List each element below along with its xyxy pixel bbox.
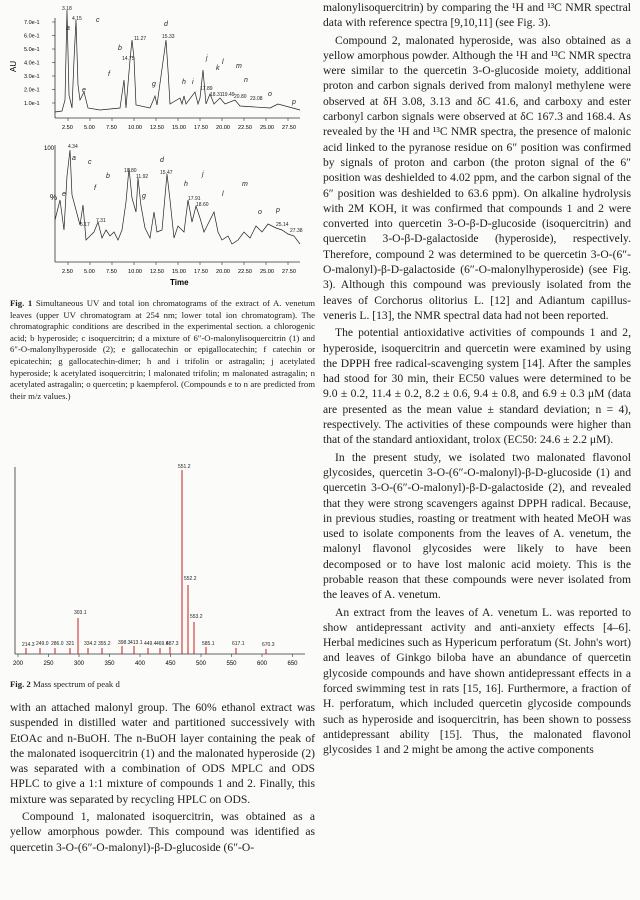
xtick-label: 10.00 [128, 269, 142, 275]
spectrum-peak-label: 214.3 [22, 642, 35, 648]
svg-text:d: d [164, 21, 168, 28]
svg-text:o: o [268, 91, 272, 98]
svg-text:a: a [66, 25, 70, 32]
svg-text:l: l [222, 191, 224, 198]
svg-text:m: m [242, 181, 248, 188]
spectrum-peak-label: 585.1 [202, 641, 215, 647]
svg-text:17.91: 17.91 [188, 196, 201, 202]
xtick-label: 7.50 [106, 269, 117, 275]
svg-text:17.89: 17.89 [200, 86, 213, 92]
fig2-xtick-label: 500 [196, 661, 207, 667]
figure-1-chromatograms [10, 0, 315, 300]
svg-text:18.60: 18.60 [196, 202, 209, 208]
svg-text:h: h [184, 181, 188, 188]
left-paragraph-1: with an attached malonyl group. The 60% ethanol extract was suspended in distilled water and partitioned successively with EtOAc and n-BuOH. The n-BuOH layer containing the peak of the malonated isoquercitrin (1) and the malonated hyperoside (2) was separated with a combination of ODS MPLC and ODS HPLC to give a 1:1 mixture of compounds 1 and 2. Finally, this mixture was separated by recycling HPLC on ODS. [10, 701, 315, 806]
svg-text:g: g [152, 81, 156, 88]
svg-text:15.33: 15.33 [162, 34, 175, 40]
upper-ytick-label: 4.0e-1 [24, 60, 40, 67]
xtick-label: 12.50 [150, 269, 164, 275]
spectrum-peak-label: 469.6 [156, 641, 169, 647]
xtick-label: 15.00 [172, 269, 186, 275]
svg-text:g: g [142, 193, 146, 200]
svg-text:d: d [160, 157, 164, 164]
xtick-label: 20.00 [216, 125, 230, 131]
svg-text:f: f [94, 185, 96, 192]
svg-text:7.31: 7.31 [96, 218, 106, 224]
upper-ytick-label: 6.0e-1 [24, 33, 40, 40]
fig2-xtick-label: 350 [104, 661, 115, 667]
svg-text:e: e [62, 191, 66, 198]
left-column-text [10, 700, 315, 857]
spectrum-peak-label: 303.1 [74, 610, 87, 616]
fig2-xtick-label: 650 [287, 661, 298, 667]
xtick-label: 2.50 [62, 125, 73, 131]
figure-2-mass-spectrum [10, 462, 315, 672]
svg-text:f: f [108, 71, 110, 78]
upper-ylabel: AU [9, 60, 18, 72]
spectrum-peak-label: 286.0 [51, 641, 64, 647]
svg-text:27.38: 27.38 [290, 228, 303, 234]
svg-text:23.08: 23.08 [250, 96, 263, 102]
xtick-label: 15.00 [172, 125, 186, 131]
spectrum-peak-label: 249.0 [36, 641, 49, 647]
svg-text:18.31: 18.31 [210, 92, 223, 98]
xtick-label: 5.00 [84, 269, 95, 275]
svg-text:19.49: 19.49 [222, 92, 235, 98]
figure-1-caption-text: Simultaneous UV and total ion chromatograms of the extract of A. venetum leaves (upper UV chromatogram at 254 nm; lower total ion chromatogram). The chromatographic conditions are described in the experimental section. a chlorogenic acid; b hyperoside; c isoquercitrin; d a mixture of 6″-O-malonylisoquercitrin (1) and 6″-O-malonylhyperoside (2); e gallocatechin or epigallocatechin; f catechin or epicatechin; g gallocatechin-dimer; h and i trifolin or astragalin; j acetylated hyperoside; k acetylated isoquercitrin; l malonated trifolin; m malonated astragalin; n acetylated astragalin; o quercetin; p kaempferol. (Compounds e to n are predicted from their m/z values.) [10, 298, 315, 401]
svg-text:b: b [106, 173, 110, 180]
svg-text:15.47: 15.47 [160, 170, 173, 176]
svg-text:b: b [118, 45, 122, 52]
xtick-label: 17.50 [194, 269, 208, 275]
xtick-label: 25.00 [260, 125, 274, 131]
spectrum-peak-label: 321 [66, 641, 75, 647]
svg-text:l: l [222, 59, 224, 66]
spectrum-peak-label: 449.4 [144, 641, 157, 647]
fig2-xtick-label: 550 [226, 661, 237, 667]
svg-text:c: c [96, 17, 100, 24]
spectrum-peak-label: 670.3 [262, 642, 275, 648]
svg-text:c: c [88, 159, 92, 166]
xtick-label: 7.50 [106, 125, 117, 131]
svg-text:20.80: 20.80 [234, 94, 247, 100]
svg-text:25.14: 25.14 [276, 222, 289, 228]
right-paragraph-5: An extract from the leaves of A. venetum L. was reported to show antidepressant activity and anti-anxiety effects [4–6]. Herbal medicines such as Hypericum perforatum (St. John's wort) and leaves of Ginkgo biloba have an abundance of quercetin glycoside compounds and have shown antidepressant effects in a forced swimming test in rats [15, 16]. Furthermore, a fraction of H. perforatum, which included quercetin glycoside compounds such as hyperoside and isoquercitrin, has been shown to possess antidepressant ability [15]. Thus, the malonated flavonol glycosides 1 and 2 might be among the active components [323, 605, 631, 757]
fig2-xtick-label: 450 [165, 661, 176, 667]
svg-text:4.15: 4.15 [72, 16, 82, 22]
svg-text:o: o [258, 209, 262, 216]
xtick-label: 22.50 [238, 125, 252, 131]
svg-text:5.17: 5.17 [80, 222, 90, 228]
xtick-label: 27.50 [282, 125, 296, 131]
upper-ytick-label: 1.0e-1 [24, 101, 40, 107]
svg-text:3.18: 3.18 [62, 6, 72, 12]
svg-text:j: j [202, 171, 204, 178]
spectrum-peak-label: 334.2 [84, 641, 97, 647]
svg-text:4.34: 4.34 [68, 144, 78, 150]
spectrum-peak-label: 553.2 [190, 614, 203, 620]
spectrum-peak-label: 413.1 [130, 640, 143, 646]
svg-text:p: p [292, 99, 296, 106]
svg-text:11.92: 11.92 [136, 174, 149, 180]
spectrum-peak-label: 552.2 [184, 576, 197, 582]
fig2-xtick-label: 300 [74, 661, 85, 667]
svg-text:p: p [276, 207, 280, 214]
lower-ylabel: % [50, 193, 58, 202]
fig2-xtick-label: 200 [13, 661, 24, 667]
total-ion-chromatogram [44, 144, 303, 287]
right-paragraph-1: malonylisoquercitrin) by comparing the ¹H and ¹³C NMR spectral data with reference spectra [9,10,11] (see Fig. 3). [323, 1, 631, 30]
figure-1-caption [10, 298, 315, 402]
xtick-label: 10.00 [128, 125, 142, 131]
right-paragraph-3: The potential antioxidative activities of compounds 1 and 2, hyperoside, isoquercitrin and quercetin were examined by using the DPPH free radical-scavenging system [14]. After the samples had stood for 30 min, their EC50 values were determined to be 9.0 ± 0.2, 11.4 ± 0.2, 8.2 ± 0.6, 9.4 ± 0.8, and 6.9 ± 0.3 μM (data are presented as the mean value ± standard deviation; n = 4), respectively. The activities of these compounds were higher than that of the standard antioxidant, trolox (EC50: 24.6 ± 2.2 μM). [323, 326, 631, 447]
svg-text:m: m [236, 63, 242, 70]
spectrum-peak-label: 487.3 [166, 641, 179, 647]
spectrum-peak-label: 551.2 [178, 464, 191, 470]
upper-ytick-label: 7.0e-1 [24, 20, 40, 26]
figure-2-caption-text: Mass spectrum of peak d [32, 679, 120, 689]
fig2-xtick-label: 400 [135, 661, 146, 667]
lower-ytick: 100 [44, 146, 55, 152]
upper-ytick-label: 3.0e-1 [24, 74, 40, 80]
svg-text:k: k [216, 65, 220, 72]
right-column-text [323, 0, 631, 760]
figure-2-label: Fig. 2 [10, 679, 31, 689]
right-paragraph-2: Compound 2, malonated hyperoside, was also obtained as a yellow amorphous powder. Although the ¹H and ¹³C NMR spectra were similar to the quercetin 3-O-glucoside moiety, additional proton and carbon signals derived from malonyl methylene were observed at δH 3.08, 3.13 and δC 41.6, and carboxy and ester carbonyl carbon signals were observed at δC 167.3 and 168.4. As revealed by the ¹H and ¹³C NMR spectra, the presence of malonic acid linked to the pyranose residue on 6″ position was confirmed by signals of proton and carbon (the proton signal of the 6″ position was deshielded to 4.02 ppm, and the carbon signal of the 6″ position was deshielded to 63.6 ppm). On alkaline hydrolysis with 2M KOH, it was confirmed that compounds 1 and 2 were converted into quercetin 3-O-β-D-glucoside (isoquercitrin) and quercetin 3-O-β-D-galactoside (hyperoside), respectively. Therefore, compound 2 was determined to be quercetin 3-O-(6″-O-malonyl)-β-D-galactoside (6″-O-malonylhyperoside) (see Fig. 3). Although this compound was previously isolated from the leaves of Corchorus olitorius L. [12] and Adiantum capillus-veneris L. [13], the NMR spectral data had not been reported. [323, 33, 631, 322]
svg-text:11.27: 11.27 [134, 36, 147, 42]
xtick-label: 20.00 [216, 269, 230, 275]
xtick-label: 2.50 [62, 269, 73, 275]
svg-text:n: n [244, 77, 248, 84]
svg-text:e: e [82, 87, 86, 94]
xtick-label: 27.50 [282, 269, 296, 275]
svg-text:10.80: 10.80 [124, 168, 137, 174]
xtick-label: 12.50 [150, 125, 164, 131]
xtick-label: 17.50 [194, 125, 208, 131]
svg-text:a: a [72, 155, 76, 162]
lower-xlabel: Time [170, 278, 189, 287]
spectrum-peak-label: 398.3 [118, 640, 131, 646]
fig2-xtick-label: 600 [257, 661, 268, 667]
upper-ytick-label: 2.0e-1 [24, 87, 40, 94]
right-paragraph-4: In the present study, we isolated two malonated flavonol glycosides, quercetin 3-O-(6″-O-malonyl)-β-D-glucoside (1) and quercetin 3-O-(6″-O-malonyl)-β-D-galactoside (2), and revealed that they were strong scavengers against DPPH radical. Because, in previous studies, roasting or treatment with heated MeOH was used to isolate components from the leaves of A. venetum, the malonyl flavonol glycosides were likely to have been decomposed or to have lost malonic acid moiety. This is the probable reason that these compounds were never isolated from the leaves of A. venetum. [323, 450, 631, 602]
uv-chromatogram [9, 6, 300, 131]
upper-ytick-label: 5.0e-1 [24, 47, 40, 53]
xtick-label: 5.00 [84, 125, 95, 131]
fig2-xtick-label: 250 [43, 661, 54, 667]
left-paragraph-2: Compound 1, malonated isoquercitrin, was obtained as a yellow amorphous powder. This compound was identified as quercetin 3-O-(6″-O-malonyl)-β-D-glucoside (6″-O- [10, 810, 315, 854]
figure-2-caption [10, 679, 315, 691]
svg-text:i: i [192, 79, 194, 86]
xtick-label: 22.50 [238, 269, 252, 275]
xtick-label: 25.00 [260, 269, 274, 275]
svg-text:14.75: 14.75 [122, 56, 135, 62]
spectrum-peak-label: 355.2 [98, 641, 111, 647]
svg-text:h: h [182, 79, 186, 86]
spectrum-peak-label: 617.1 [232, 641, 245, 647]
svg-text:j: j [206, 55, 208, 62]
figure-1-label: Fig. 1 [10, 298, 33, 308]
